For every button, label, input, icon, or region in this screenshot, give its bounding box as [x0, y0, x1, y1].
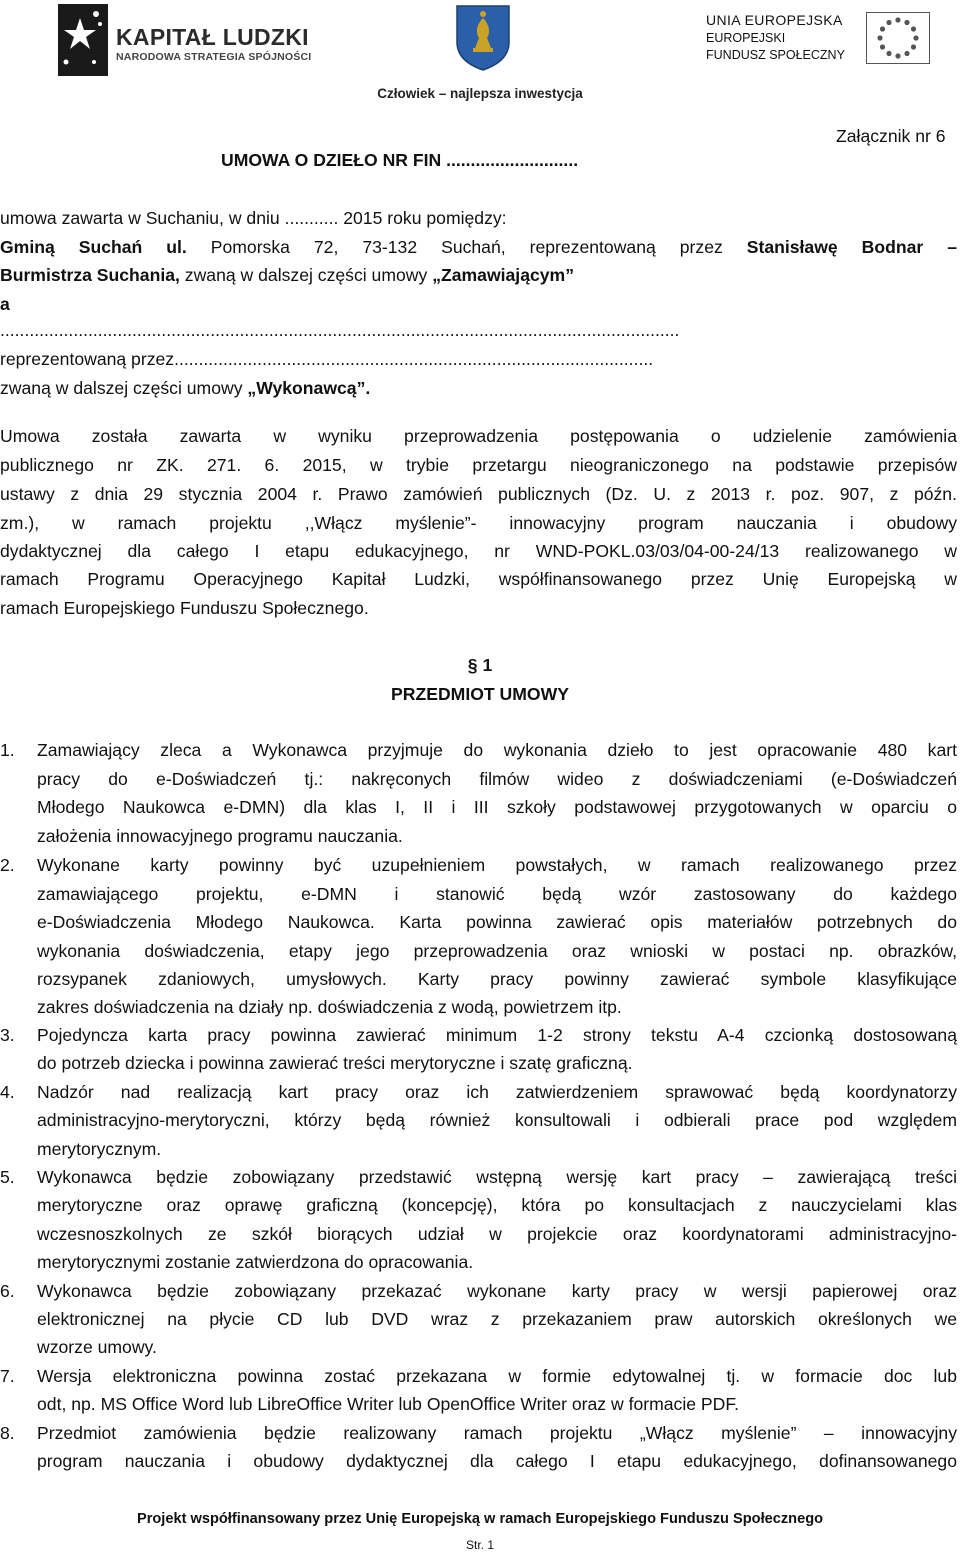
item-1-line-2: pracy do e-Doświadczeń tj.: nakręconych filmów wideo z doświadczeniami (e-Doświadczeń [37, 769, 957, 789]
item-8-line-2: program nauczania i obudowy dydaktycznej dla całego I etapu edukacyjnego, dofinansowanego [37, 1451, 957, 1471]
employer-label: „Zamawiającym” [432, 265, 574, 285]
eu-logo-line3: FUNDUSZ SPOŁECZNY [706, 48, 845, 62]
representative-role: Burmistrza Suchania, [0, 265, 180, 285]
item-7-line-1: Wersja elektroniczna powinna zostać przekazana w formie edytowalnej tj. w formacie doc lub [37, 1366, 957, 1386]
eu-logo-line2: EUROPEJSKI [706, 31, 786, 45]
item-7-number: 7. [0, 1366, 15, 1386]
item-3-number: 3. [0, 1025, 15, 1045]
intro-line-7 [0, 378, 370, 399]
called-text-2: zwaną w dalszej części umowy [0, 378, 248, 398]
party-name: Gminą Suchań ul. [0, 237, 187, 257]
header-motto: Człowiek – najlepsza inwestycja [377, 86, 583, 101]
kapital-ludzki-subtitle: NARODOWA STRATEGIA SPÓJNOŚCI [116, 51, 312, 63]
contractor-representative-blank: reprezentowaną przez.................................................................................................. [0, 349, 654, 369]
called-text: zwaną w dalszej części umowy [179, 265, 433, 285]
party-address-a: Pomorska 72, 73-132 Suchań, [186, 237, 506, 257]
page-footer: Projekt współfinansowany przez Unię Europejską w ramach Europejskiego Funduszu Społecznego [136, 1511, 824, 1527]
section-number: § 1 [467, 655, 493, 675]
kapital-ludzki-logo [58, 4, 312, 80]
eu-flag-icon [866, 12, 930, 64]
item-1-line-3: Młodego Naukowca e-DMN) dla klas I, II i III szkoły podstawowej przygotowanych w oparciu o [37, 797, 957, 817]
basis-line-6: ramach Programu Operacyjnego Kapitał Ludzki, współfinansowanego przez Unię Europejską w [0, 569, 957, 589]
intro-line-1: umowa zawarta w Suchaniu, w dniu ........... 2015 roku pomiędzy: [0, 208, 507, 228]
basis-line-4: zm.), w ramach projektu ,,Włącz myślenie”- innowacyjny program nauczania i obudowy [0, 513, 957, 533]
item-5-line-3: wczesnoszkolnych ze szkół biorących udział w projekcie oraz koordynatorami administracyjno- [37, 1224, 957, 1244]
crest-icon [455, 4, 511, 72]
eu-logo [706, 12, 938, 76]
item-6-line-2: elektronicznej na płycie CD lub DVD wraz z przekazaniem praw autorskich określonych we [37, 1309, 957, 1329]
item-3-line-1: Pojedyncza karta pracy powinna zawierać minimum 1-2 strony tekstu A-4 czcionką dostosowaną [37, 1025, 957, 1045]
page-number: Str. 1 [465, 1538, 494, 1552]
item-6-number: 6. [0, 1281, 15, 1301]
annex-label: Załącznik nr 6 [836, 126, 946, 146]
item-3-line-2: do potrzeb dziecka i powinna zawierać treści merytoryczne i szatę graficzną. [37, 1053, 633, 1073]
represented-by-text: reprezentowaną przez [505, 237, 747, 257]
section-heading: PRZEDMIOT UMOWY [391, 684, 569, 704]
item-2-line-2: zamawiającego projektu, e-DMN i stanowić będą wzór zastosowany do każdego [37, 884, 957, 904]
eu-logo-line1: UNIA EUROPEJSKA [706, 12, 843, 28]
basis-line-7: ramach Europejskiego Funduszu Społecznego. [0, 598, 369, 618]
basis-line-5: dydaktycznej dla całego I etapu edukacyjnego, nr WND-POKL.03/03/04-00-24/13 realizowanego w [0, 541, 957, 561]
item-2-number: 2. [0, 855, 15, 875]
item-1-line-4: założenia innowacyjnego programu nauczania. [37, 826, 403, 846]
kapital-ludzki-title: KAPITAŁ LUDZKI [116, 24, 309, 50]
item-6-line-1: Wykonawca będzie zobowiązany przekazać wykonane karty pracy w wersji papierowej oraz [37, 1281, 957, 1301]
contract-title: UMOWA O DZIEŁO NR FIN ........................... [221, 150, 579, 170]
item-4-line-2: administracyjno-merytoryczni, którzy będą również konsultowali i odbierali prace pod względem [37, 1110, 957, 1130]
item-2-line-6: zakres doświadczenia na działy np. doświadczenia z wodą, powietrzem itp. [37, 997, 622, 1017]
item-2-line-3: e-Doświadczenia Młodego Naukowca. Karta powinna zawierać opis materiałów potrzebnych do [37, 912, 957, 932]
intro-line-4: a [0, 294, 10, 314]
item-2-line-5: rozsypanek zdaniowych, umysłowych. Karty pracy powinny zawierać symbole klasyfikujące [37, 969, 957, 989]
item-1-number: 1. [0, 740, 15, 760]
item-7-line-2: odt, np. MS Office Word lub LibreOffice Writer lub OpenOffice Writer oraz w formacie PDF. [37, 1394, 740, 1414]
item-1-line-1: Zamawiający zleca a Wykonawca przyjmuje do wykonania dzieło to jest opracowanie 480 kart [37, 740, 957, 760]
representative-name: Stanisławę Bodnar – [746, 237, 957, 257]
item-2-line-1: Wykonane karty powinny być uzupełnieniem powstałych, w ramach realizowanego przez [37, 855, 957, 875]
basis-line-3: ustawy z dnia 29 stycznia 2004 r. Prawo zamówień publicznych (Dz. U. z 2013 r. poz. 907, z późn. [0, 484, 957, 504]
basis-line-1: Umowa została zawarta w wyniku przeprowadzenia postępowania o udzielenie zamówienia [0, 426, 957, 446]
item-6-line-3: wzorze umowy. [37, 1337, 157, 1357]
item-2-line-4: wykonania doświadczenia, etapy jego przeprowadzenia oraz wnioski w postaci np. obrazków, [37, 941, 957, 961]
basis-line-2: publicznego nr ZK. 271. 6. 2015, w trybie przetargu nieograniczonego na podstawie przepisów [0, 455, 957, 475]
item-5-number: 5. [0, 1167, 15, 1187]
intro-line-3 [0, 265, 574, 286]
item-5-line-4: merytorycznymi zostanie zatwierdzona do opracowania. [37, 1252, 474, 1272]
contractor-label: „Wykonawcą”. [247, 378, 371, 398]
item-4-number: 4. [0, 1082, 15, 1102]
item-5-line-1: Wykonawca będzie zobowiązany przedstawić wstępną wersję kart pracy – zawierającą treści [37, 1167, 957, 1187]
contractor-name-blank: ........................................................................................................................................... [0, 320, 680, 340]
intro-line-2 [0, 237, 957, 258]
item-8-line-1: Przedmiot zamówienia będzie realizowany ramach projektu „Włącz myślenie” – innowacyjny [37, 1423, 957, 1443]
item-5-line-2: merytoryczne oraz oprawę graficzną (koncepcję), która po konsultacjach z nauczycielami klas [37, 1195, 957, 1215]
item-4-line-3: merytorycznym. [37, 1139, 162, 1159]
item-8-number: 8. [0, 1423, 15, 1443]
kapital-ludzki-star-icon [58, 4, 108, 76]
item-4-line-1: Nadzór nad realizacją kart pracy oraz ich zatwierdzeniem sprawować będą koordynatorzy [37, 1082, 957, 1102]
